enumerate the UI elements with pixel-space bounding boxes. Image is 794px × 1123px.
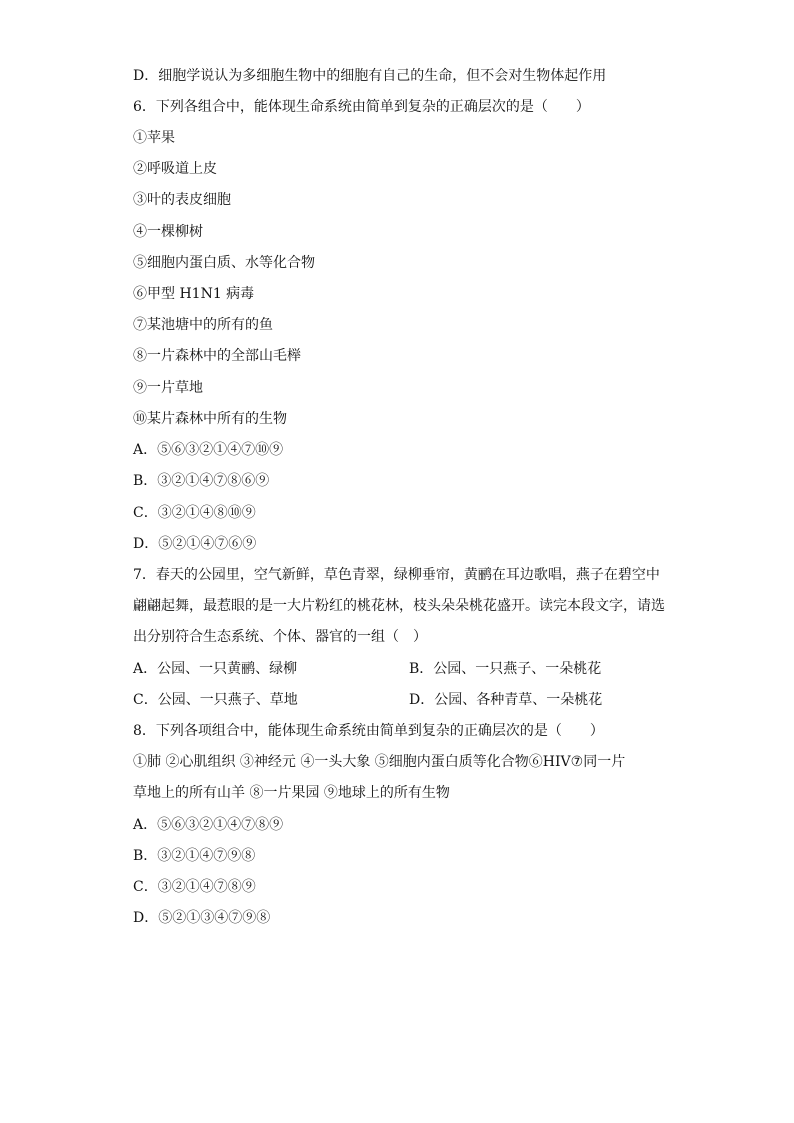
q7-option-b: B．公园、一只燕子、一朵桃花 <box>409 661 602 677</box>
q7-option-c: C．公园、一只燕子、草地 <box>133 692 298 708</box>
q6-item-10: ⑩某片森林中所有的生物 <box>133 411 287 427</box>
q6-item-2: ②呼吸道上皮 <box>133 161 217 177</box>
q8-option-b: B．③②①④⑦⑨⑧ <box>133 848 256 864</box>
q6-option-c: C．③②①④⑧⑩⑨ <box>133 505 256 521</box>
q7-stem-line-2: 翩翩起舞，最惹眼的是一大片粉红的桃花林，枝头朵朵桃花盛开。读完本段文字，请选 <box>133 598 665 614</box>
q6-item-1: ①苹果 <box>133 130 175 146</box>
q7-stem-line-3: 出分别符合生态系统、个体、器官的一组（ ） <box>133 629 427 645</box>
q6-item-4: ④一棵柳树 <box>133 224 203 240</box>
q8-items-line-2: 草地上的所有山羊 ⑧一片果园 ⑨地球上的所有生物 <box>133 785 450 801</box>
q6-item-3: ③叶的表皮细胞 <box>133 192 231 208</box>
q8-option-d: D．⑤②①③④⑦⑨⑧ <box>133 910 271 926</box>
q7-option-d: D．公园、各种青草、一朵桃花 <box>409 692 603 708</box>
q6-item-6: ⑥甲型 H1N1 病毒 <box>133 286 255 302</box>
q6-item-5: ⑤细胞内蛋白质、水等化合物 <box>133 255 315 271</box>
q8-stem: 8．下列各项组合中，能体现生命系统由简单到复杂的正确层次的是（ ） <box>133 723 604 739</box>
q8-option-a: A．⑤⑥③②①④⑦⑧⑨ <box>133 817 284 833</box>
q6-stem: 6．下列各组合中，能体现生命系统由简单到复杂的正确层次的是（ ） <box>133 99 590 115</box>
q6-option-d: D．⑤②①④⑦⑥⑨ <box>133 536 257 552</box>
q8-items-line-1: ①肺 ②心肌组织 ③神经元 ④一头大象 ⑤细胞内蛋白质等化合物⑥HIV⑦同一片 <box>133 754 626 770</box>
q8-option-c: C．③②①④⑦⑧⑨ <box>133 879 256 895</box>
q7-stem-line-1: 7．春天的公园里，空气新鲜，草色青翠，绿柳垂帘，黄鹂在耳边歌唱，燕子在碧空中 <box>133 567 660 583</box>
q7-option-a: A．公园、一只黄鹂、绿柳 <box>133 661 298 677</box>
q6-item-9: ⑨一片草地 <box>133 380 203 396</box>
q6-option-a: A．⑤⑥③②①④⑦⑩⑨ <box>133 442 284 458</box>
q6-item-8: ⑧一片森林中的全部山毛榉 <box>133 348 301 364</box>
q5-option-d: D．细胞学说认为多细胞生物中的细胞有自己的生命，但不会对生物体起作用 <box>133 68 607 84</box>
q6-item-7: ⑦某池塘中的所有的鱼 <box>133 317 273 333</box>
q6-option-b: B．③②①④⑦⑧⑥⑨ <box>133 473 270 489</box>
